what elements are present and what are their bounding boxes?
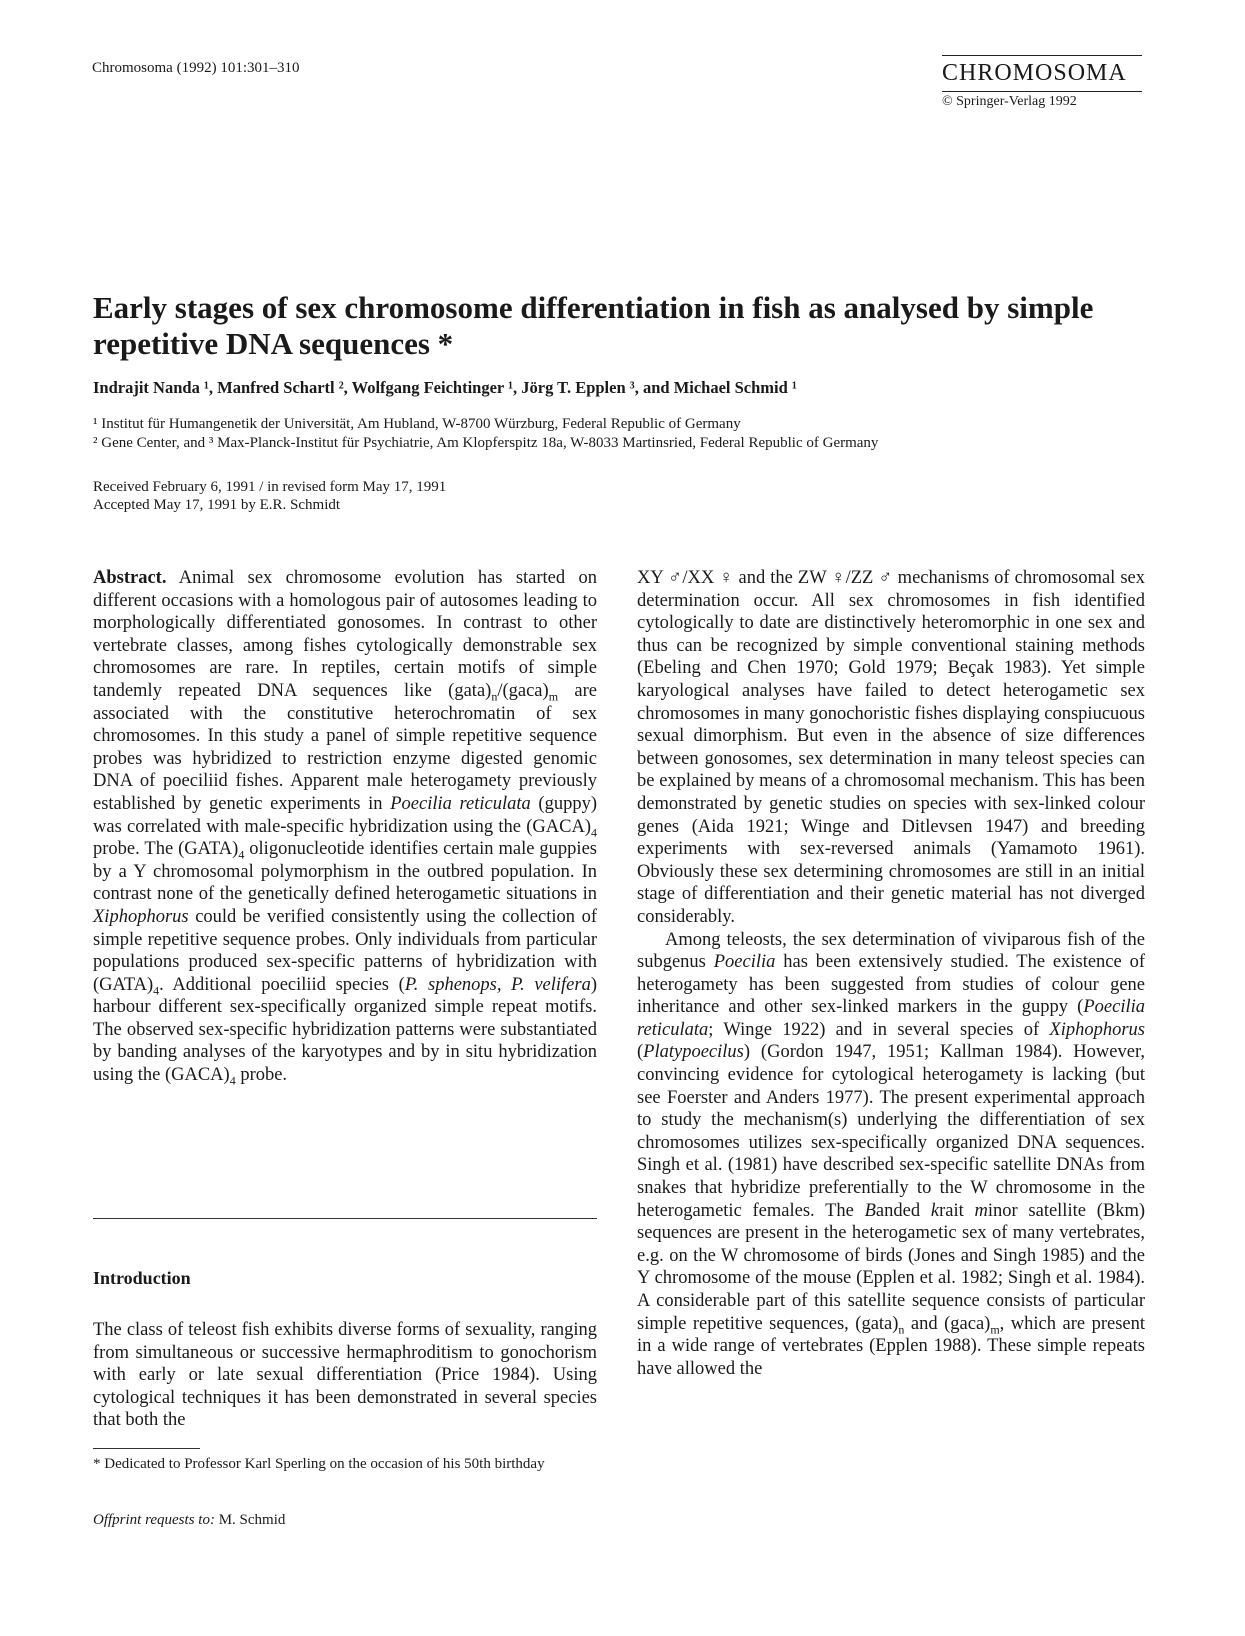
accepted-date: Accepted May 17, 1991 by E.R. Schmidt bbox=[93, 497, 341, 513]
subscript: n bbox=[898, 1322, 905, 1337]
subscript: 4 bbox=[153, 983, 160, 998]
abstract-text: . Additional poeciliid species ( bbox=[159, 974, 405, 995]
footnote-rule bbox=[93, 1448, 200, 1449]
body-text: ; Winge 1922) and in several species of bbox=[708, 1019, 1050, 1040]
body-text: and (gaca) bbox=[904, 1313, 991, 1334]
footnote-dedication: * Dedicated to Professor Karl Sperling on the occasion of his 50th birthday bbox=[93, 1456, 545, 1472]
body-text: , which are present in a wide range of vertebrates (Epplen 1988). These simple repeats have allowed the bbox=[637, 1313, 1145, 1379]
abstract-text: oligonucleotide identifies certain male guppies by a Y chromosomal polymorphism in the outbred population. In contrast none of the genetically defined heterogametic situations in bbox=[93, 839, 597, 905]
italic-letter: B bbox=[864, 1200, 876, 1221]
body-text: ) (Gordon 1947, 1951; Kallman 1984). However, convincing evidence for cytological heterogamety is lacking (but see Foerster and Anders 1977). The present experimental approach to study the mechanism(s) underlying the differentiation of sex chromosomes utilizes sex-specifically organized DNA sequences. Singh et al. (1981) have described sex-specific satellite DNAs from snakes that hybridize preferentially to the W chromosome in the heterogametic females. The bbox=[637, 1042, 1145, 1221]
abstract-paragraph bbox=[93, 567, 597, 1087]
genus-name: Xiphophorus bbox=[1049, 1019, 1145, 1040]
introduction-paragraph: The class of teleost fish exhibits diverse forms of sexuality, ranging from simultaneous or successive hermaphroditism to gonochorism with early or late sexual differentiation (Price 1984). Using cytological techniques it has been demonstrated in several species that both the bbox=[93, 1320, 597, 1431]
author-list: Indrajit Nanda ¹, Manfred Schartl ², Wolfgang Feichtinger ¹, Jörg T. Epplen ³, and Michael Schmid ¹ bbox=[93, 378, 797, 397]
abstract-text: probe. The (GATA) bbox=[93, 839, 239, 860]
species-name: Poecilia reticulata bbox=[637, 997, 1145, 1040]
abstract-text: (guppy) was correlated with male-specific hybridization using the (GACA) bbox=[93, 793, 597, 837]
publisher-copyright: © Springer-Verlag 1992 bbox=[942, 94, 1077, 109]
offprint-label: Offprint requests to: bbox=[93, 1512, 215, 1528]
body-text: rait bbox=[939, 1200, 975, 1221]
abstract-text: Animal sex chromosome evolution has started on different occasions with a homologous pair of autosomes leading to morphologically differentiated gonosomes. In contrast to other vertebrate classes, among fishes cytologically demonstrable sex chromosomes are rare. In reptiles, certain motifs of simple tandemly repeated DNA sequences like (gata) bbox=[93, 568, 597, 701]
body-text: inor satellite (Bkm) sequences are present in the heterogametic sex of many vertebrates, e.g. on the W chromosome of birds (Jones and Singh 1985) and the Y chromosome of the mouse (Epplen et al. 1982; Singh et al. 1984). A considerable part of this satellite sequence consists of particular simple repetitive sequences, (gata) bbox=[637, 1200, 1145, 1334]
journal-reference: Chromosoma (1992) 101:301–310 bbox=[92, 60, 300, 76]
abstract-text: /(gaca) bbox=[497, 680, 549, 701]
body-text: has been extensively studied. The existence of heterogamety has been suggested from studies of colour gene inheritance and other sex-linked markers in the guppy ( bbox=[637, 952, 1145, 1018]
body-paragraph-2 bbox=[637, 929, 1145, 1381]
offprint-name: M. Schmid bbox=[214, 1512, 286, 1528]
paper-title: Early stages of sex chromosome differentiation in fish as analysed by simple repetitive DNA sequences * bbox=[93, 290, 1094, 361]
italic-letter: m bbox=[974, 1200, 988, 1221]
subscript: m bbox=[548, 689, 559, 704]
journal-masthead bbox=[942, 55, 1142, 110]
subscript: 4 bbox=[591, 825, 597, 840]
abstract-block bbox=[93, 567, 597, 1087]
body-text: ( bbox=[637, 1042, 644, 1063]
subscript: m bbox=[990, 1322, 1000, 1337]
subscript: 4 bbox=[229, 1073, 236, 1088]
genus-name: Platypoecilus bbox=[643, 1042, 744, 1063]
right-column bbox=[637, 567, 1145, 1380]
submission-dates bbox=[93, 478, 446, 514]
abstract-text: are associated with the constitutive heterochromatin of sex chromosomes. In this study a panel of simple repetitive sequence probes was hybridized to restriction enzyme digested genomic DNA of poeciliid fishes. Apparent male heterogamety previously established by genetic experiments in bbox=[93, 680, 597, 814]
body-paragraph-1: XY ♂/XX ♀ and the ZW ♀/ZZ ♂ mechanisms of chromosomal sex determination occur. All sex chromosomes in fish identified cytologically to date are distinctively heteromorphic in one sex and thus can be recognized by simple conventional staining methods (Ebeling and Chen 1970; Gold 1979; Beçak 1983). Yet simple karyological analyses have failed to detect heterogametic sex chromosomes in many gonochoristic fishes displaying conspiucuous sexual dimorphism. But even in the absence of size differences between gonosomes, sex determination in many teleost species can be explained by means of a chromosomal mechanism. This has been demonstrated by genetic studies on species with sex-linked colour genes (Aida 1921; Winge and Ditlevsen 1947) and breeding experiments with sex-reversed animals (Yamamoto 1961). Obviously these sex determining chromosomes are still in an initial stage of differentiation and their genetic material has not diverged considerably. bbox=[637, 568, 1145, 927]
abstract-text: ) harbour different sex-specifically organized simple repeat motifs. The observed sex-specific hybridization patterns were substantiated by banding analyses of the karyotypes and by in situ hybridization using the (GACA) bbox=[93, 974, 597, 1086]
genus-name: Xiphophorus bbox=[93, 906, 189, 927]
introduction-heading: Introduction bbox=[93, 1268, 191, 1288]
masthead-bottom-rule bbox=[942, 91, 1142, 92]
affiliation-2: ² Gene Center, and ³ Max-Planck-Institut für Psychiatrie, Am Klopferspitz 18a, W-8033 Martinsried, Federal Republic of Germany bbox=[93, 435, 879, 451]
abstract-label: Abstract. bbox=[93, 568, 167, 588]
affiliations bbox=[93, 415, 878, 453]
received-date: Received February 6, 1991 / in revised form May 17, 1991 bbox=[93, 479, 447, 495]
affiliation-1: ¹ Institut für Humangenetik der Universität, Am Hubland, W-8700 Würzburg, Federal Republic of Germany bbox=[93, 416, 741, 432]
species-name: P. sphenops, P. velifera bbox=[404, 974, 591, 995]
journal-name: CHROMOSOMA bbox=[942, 60, 1127, 86]
body-text: anded bbox=[875, 1200, 931, 1221]
species-name: Poecilia reticulata bbox=[390, 793, 531, 814]
subscript: 4 bbox=[238, 847, 245, 862]
genus-name: Poecilia bbox=[713, 952, 776, 973]
italic-letter: k bbox=[930, 1200, 940, 1221]
subscript: n bbox=[491, 689, 498, 704]
abstract-text: probe. bbox=[235, 1065, 288, 1086]
body-text: Among teleosts, the sex determination of viviparous fish of the subgenus bbox=[637, 929, 1145, 973]
section-divider bbox=[93, 1218, 597, 1219]
offprint-request bbox=[93, 1512, 285, 1529]
abstract-text: could be verified consistently using the collection of simple repetitive sequence probes. Only individuals from particular populations produced sex-specific patterns of hybridization with (GATA) bbox=[93, 906, 597, 995]
masthead-top-rule bbox=[942, 55, 1142, 56]
